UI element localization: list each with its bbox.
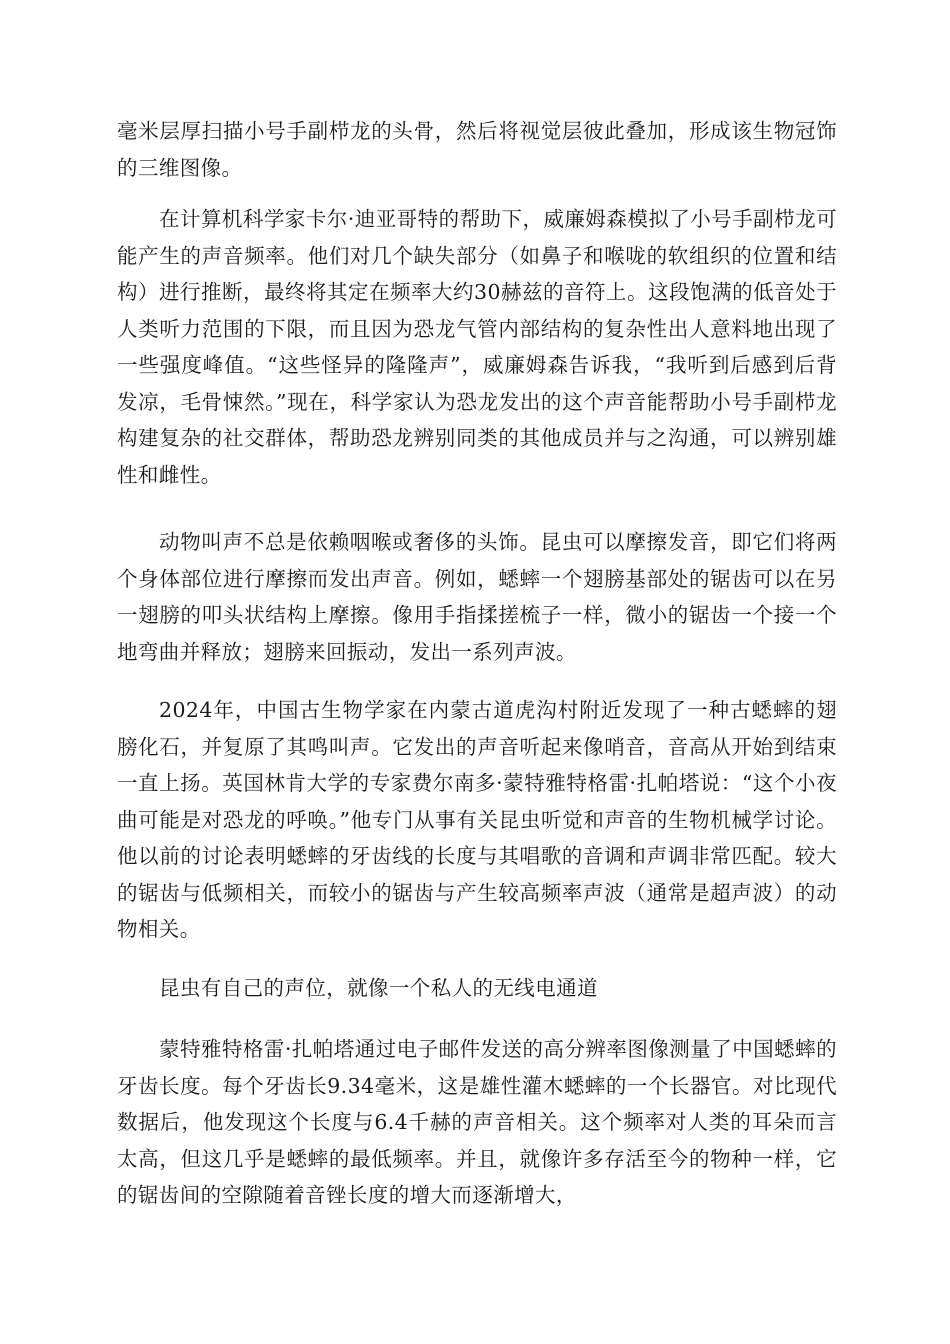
paragraph-3	[117, 524, 837, 670]
paragraph-text: 蒙特雅特格雷·扎帕塔通过电子邮件发送的高分辨率图像测量了中国蟋蟀的牙齿长度。每个牙齿长9.34毫米，这是雄性灌木蟋蟀的一个长器官。对比现代数据后，他发现这个长度与6.4千赫的声音相关。这个频率对人类的耳朵而言太高，但这几乎是蟋蟀的最低频率。并且，就像许多存活至今的物种一样，它的锯齿间的空隙随着音锉长度的增大而逐渐增大，	[117, 1037, 837, 1207]
subheading-text: 昆虫有自己的声位，就像一个私人的无线电通道	[159, 976, 598, 1000]
paragraph-1-continuation	[117, 113, 837, 186]
paragraph-text: 在计算机科学家卡尔·迪亚哥特的帮助下，威廉姆森模拟了小号手副栉龙可能产生的声音频率。他们对几个缺失部分（如鼻子和喉咙的软组织的位置和结构）进行推断，最终将其定在频率大约30赫兹的音符上。这段饱满的低音处于人类听力范围的下限，而且因为恐龙气管内部结构的复杂性出人意料地出现了一些强度峰值。“这些怪异的隆隆声”，威廉姆森告诉我，“我听到后感到后背发凉，毛骨悚然。”现在，科学家认为恐龙发出的这个声音能帮助小号手副栉龙构建复杂的社交群体，帮助恐龙辨别同类的其他成员并与之沟通，可以辨别雄性和雌性。	[117, 207, 837, 487]
paragraph-4	[117, 692, 837, 948]
paragraph-text: 2024年，中国古生物学家在内蒙古道虎沟村附近发现了一种古蟋蟀的翅膀化石，并复原了其鸣叫声。它发出的声音听起来像哨音，音高从开始到结束一直上扬。英国林肯大学的专家费尔南多·蒙特雅特格雷·扎帕塔说：“这个小夜曲可能是对恐龙的呼唤。”他专门从事有关昆虫听觉和声音的生物机械学讨论。他以前的讨论表明蟋蟀的牙齿线的长度与其唱歌的音调和声调非常匹配。较大的锯齿与低频相关，而较小的锯齿与产生较高频率声波（通常是超声波）的动物相关。	[117, 698, 837, 941]
paragraph-2	[117, 201, 837, 493]
paragraph-5	[117, 1031, 837, 1214]
paragraph-text: 毫米层厚扫描小号手副栉龙的头骨，然后将视觉层彼此叠加，形成该生物冠饰的三维图像。	[117, 119, 837, 180]
paragraph-text: 动物叫声不总是依赖咽喉或奢侈的头饰。昆虫可以摩擦发音，即它们将两个身体部位进行摩擦而发出声音。例如，蟋蟀一个翅膀基部处的锯齿可以在另一翅膀的叩头状结构上摩擦。像用手指揉搓梳子一样，微小的锯齿一个接一个地弯曲并释放；翅膀来回振动，发出一系列声波。	[117, 530, 837, 664]
section-subheading	[117, 970, 837, 1007]
